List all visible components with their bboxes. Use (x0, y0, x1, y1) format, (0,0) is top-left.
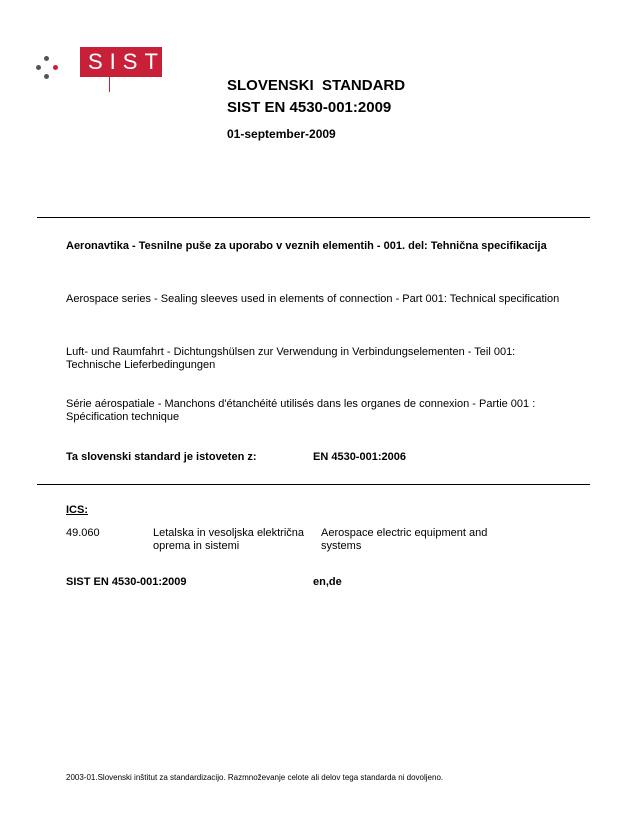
ics-description-slovenian: Letalska in vesoljska električna oprema in sistemi (153, 527, 305, 552)
publication-date: 01-september-2009 (227, 127, 336, 141)
logo-dots-icon (36, 56, 62, 82)
title-french: Série aérospatiale - Manchons d'étanchéité utilisés dans les organes de connexion - Partie 001 : Spécification technique (66, 398, 536, 423)
identical-label: Ta slovenski standard je istoveten z: (66, 451, 257, 463)
copyright-footer: 2003-01.Slovenski inštitut za standardizacijo. Razmnoževanje celote ali delov tega standarda ni dovoljeno. (66, 773, 444, 782)
title-slovenian: Aeronavtika - Tesnilne puše za uporabo v veznih elementih - 001. del: Tehnična specifikacija (66, 240, 547, 252)
logo-divider (109, 77, 110, 92)
identical-value: EN 4530-001:2006 (313, 451, 406, 463)
middle-divider (37, 484, 590, 485)
ics-heading: ICS: (66, 504, 88, 516)
sist-logo: SIST (80, 47, 162, 77)
ics-code: 49.060 (66, 527, 100, 539)
summary-languages: en,de (313, 576, 342, 588)
title-german: Luft- und Raumfahrt - Dichtungshülsen zur Verwendung in Verbindungselementen - Teil 001: Technische Lieferbedingungen (66, 346, 516, 371)
standard-label: SLOVENSKI STANDARD (227, 77, 406, 94)
summary-code: SIST EN 4530-001:2009 (66, 576, 187, 588)
ics-description-english: Aerospace electric equipment and systems (321, 527, 488, 552)
title-english: Aerospace series - Sealing sleeves used in elements of connection - Part 001: Technical specification (66, 293, 560, 305)
top-divider (37, 217, 590, 218)
standard-code: SIST EN 4530-001:2009 (227, 99, 392, 116)
